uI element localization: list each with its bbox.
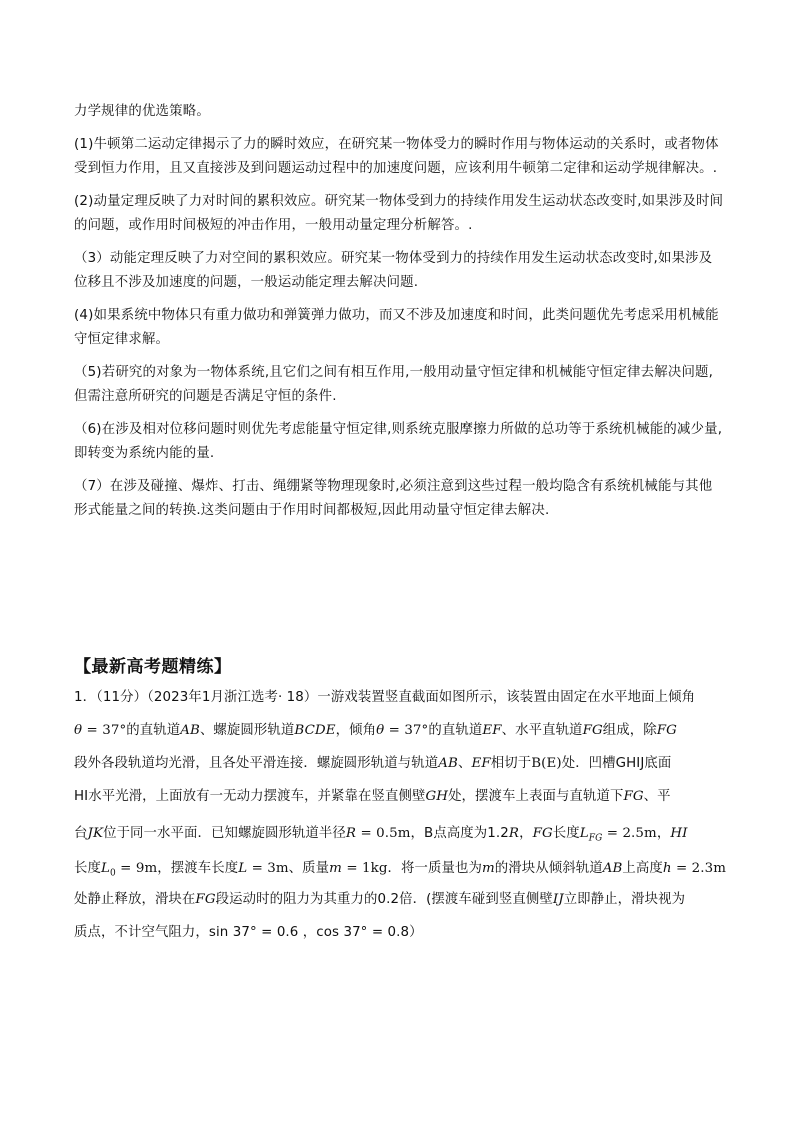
problem-text: ，B点高度为1.2	[410, 826, 509, 841]
radius-symbol: R	[345, 826, 357, 841]
track-fg: FG	[195, 892, 216, 907]
problem-text: 的直轨道	[428, 723, 483, 738]
problem-line-4	[74, 785, 726, 809]
strategy-1: (1)牛顿第二运动定律揭示了力的瞬时效应，在研究某一物体受力的瞬时作用与物体运动的关系时，或者物体受到恒力作用，且又直接涉及到问题运动过程中的加速度问题，应该利用牛顿第二定律和运动学规律解决。.	[74, 137, 719, 176]
problem-text: 1．（11分）（2023年1月浙江选考· 18）一游戏装置竖直截面如图所示，该装置由固定在水平地面上倾角	[74, 690, 696, 705]
height-symbol: h	[662, 861, 672, 876]
length-l0-value: = 9m	[115, 861, 158, 876]
platform-jk: JK	[87, 826, 104, 841]
problem-line-1	[74, 686, 726, 710]
problem-line-7	[74, 888, 726, 912]
problem-text: 质点，不计空气阻力，sin 37° = 0.6 ，cos 37° = 0.8）	[74, 925, 423, 940]
problem-text: 、水平直轨道	[501, 723, 583, 738]
problem-text: ，倾角	[335, 723, 377, 738]
point-be: B(E)	[531, 756, 562, 771]
problem-text: 处．凹槽GHIJ底面	[561, 756, 672, 771]
track-fg: FG	[582, 723, 603, 738]
length-symbol: L	[100, 861, 110, 876]
problem-text: 处，摆渡车上表面与直轨道下	[448, 789, 624, 804]
theta-symbol: θ	[376, 723, 385, 738]
segment-hi: HI	[670, 826, 688, 841]
problem-text: 处静止释放，滑块在	[74, 892, 196, 907]
track-ab: AB	[438, 756, 458, 771]
problem-text: ，	[656, 826, 671, 841]
problem-text: 长度	[74, 861, 101, 876]
problem-line-5	[74, 818, 726, 850]
angle-value: = 37°	[82, 723, 127, 738]
problem-text: 台	[74, 826, 88, 841]
mass-symbol: m	[329, 861, 342, 876]
length-subscript: FG	[588, 833, 603, 844]
height-value: = 2.3m	[671, 861, 727, 876]
wall-gh: GH	[425, 789, 449, 804]
track-ab: AB	[180, 723, 200, 738]
problem-text: 、平	[643, 789, 671, 804]
problem-text: ．将一质量也为	[387, 861, 482, 876]
problem-text: 段外各段轨道均光滑，且各处平滑连接．螺旋圆形轨道与轨道	[74, 756, 439, 771]
problem-text: 相切于	[490, 756, 532, 771]
problem-text: 立即静止，滑块视为	[563, 892, 686, 907]
radius-symbol: R	[508, 826, 520, 841]
problem-text: HI水平光滑，上面放有一无动力摆渡车，并紧靠在竖直侧壁	[74, 789, 426, 804]
theta-symbol: θ	[74, 723, 83, 738]
cart-length-value: = 3m	[247, 861, 289, 876]
problem-line-3	[74, 752, 726, 776]
track-ef: EF	[482, 723, 502, 738]
track-ab: AB	[602, 861, 623, 876]
mass-value: = 1kg	[341, 861, 388, 876]
track-fg: FG	[656, 723, 677, 738]
track-ef: EF	[471, 756, 491, 771]
problem-text: 上高度	[622, 861, 663, 876]
track-fg: FG	[623, 789, 644, 804]
problem-text: 段运动时的阻力为其重力的0.2倍．(摆渡车碰到竖直侧壁	[215, 892, 553, 907]
length-fg-value: = 2.5m	[602, 826, 657, 841]
problem-text: 、质量	[288, 861, 330, 876]
problem-line-8	[74, 921, 726, 945]
strategy-3: （3）动能定理反映了力对空间的累积效应。研究某一物体受到力的持续作用发生运动状态改变时,如果涉及位移且不涉及加速度的问题，一般运动能定理去解决问题.	[74, 251, 713, 290]
problem-1	[74, 686, 726, 954]
track-bcde: BCDE	[294, 723, 336, 738]
problem-text: 、	[457, 756, 472, 771]
length-symbol: L	[238, 861, 248, 876]
intro-tail: 力学规律的优选策略。	[74, 104, 210, 119]
radius-value: = 0.5m	[356, 826, 411, 841]
strategy-2: (2)动量定理反映了力对时间的累积效应。研究某一物体受到力的持续作用发生运动状态改变时,如果涉及时间的问题，或作用时间极短的冲击作用，一般用动量定理分析解答。.	[74, 194, 724, 233]
problem-text: 、螺旋圆形轨道	[199, 723, 295, 738]
strategy-6: （6)在涉及相对位移问题时则优先考虑能量守恒定律,则系统克服摩擦力所做的总功等于系统机械能的减少量,即转变为系统内能的量.	[74, 422, 723, 461]
length-subscript: 0	[109, 868, 116, 879]
problem-text: 长度	[552, 826, 580, 841]
wall-ij: IJ	[552, 892, 564, 907]
strategy-5: （5)若研究的对象为一物体系统,且它们之间有相互作用,一般用动量守恒定律和机械能守恒定律去解决问题,但需注意所研究的问题是否满足守恒的条件.	[74, 365, 714, 404]
mass-symbol: m	[481, 861, 495, 876]
problem-line-6	[74, 853, 726, 885]
section-title: 【最新高考题精练】	[74, 657, 232, 677]
problem-text: 组成，除	[602, 723, 657, 738]
problem-text: ，	[519, 826, 533, 841]
track-fg: FG	[532, 826, 553, 841]
problem-line-2	[74, 719, 726, 743]
angle-value: = 37°	[384, 723, 429, 738]
problem-text: 位于同一水平面．已知螺旋圆形轨道半径	[103, 826, 346, 841]
length-symbol: L	[579, 826, 589, 841]
strategy-7: （7）在涉及碰撞、爆炸、打击、绳绷紧等物理现象时,必须注意到这些过程一般均隐含有系统机械能与其他形式能量之间的转换.这类问题由于作用时间都极短,因此用动量守恒定律去解决.	[74, 479, 713, 518]
problem-text: 的滑块从倾斜轨道	[494, 861, 603, 876]
problem-text: 的直轨道	[126, 723, 181, 738]
strategy-4: (4)如果系统中物体只有重力做功和弹簧弹力做功，而又不涉及加速度和时间，此类问题优先考虑采用机械能守恒定律求解。	[74, 308, 719, 347]
problem-text: ，摆渡车长度	[157, 861, 239, 876]
